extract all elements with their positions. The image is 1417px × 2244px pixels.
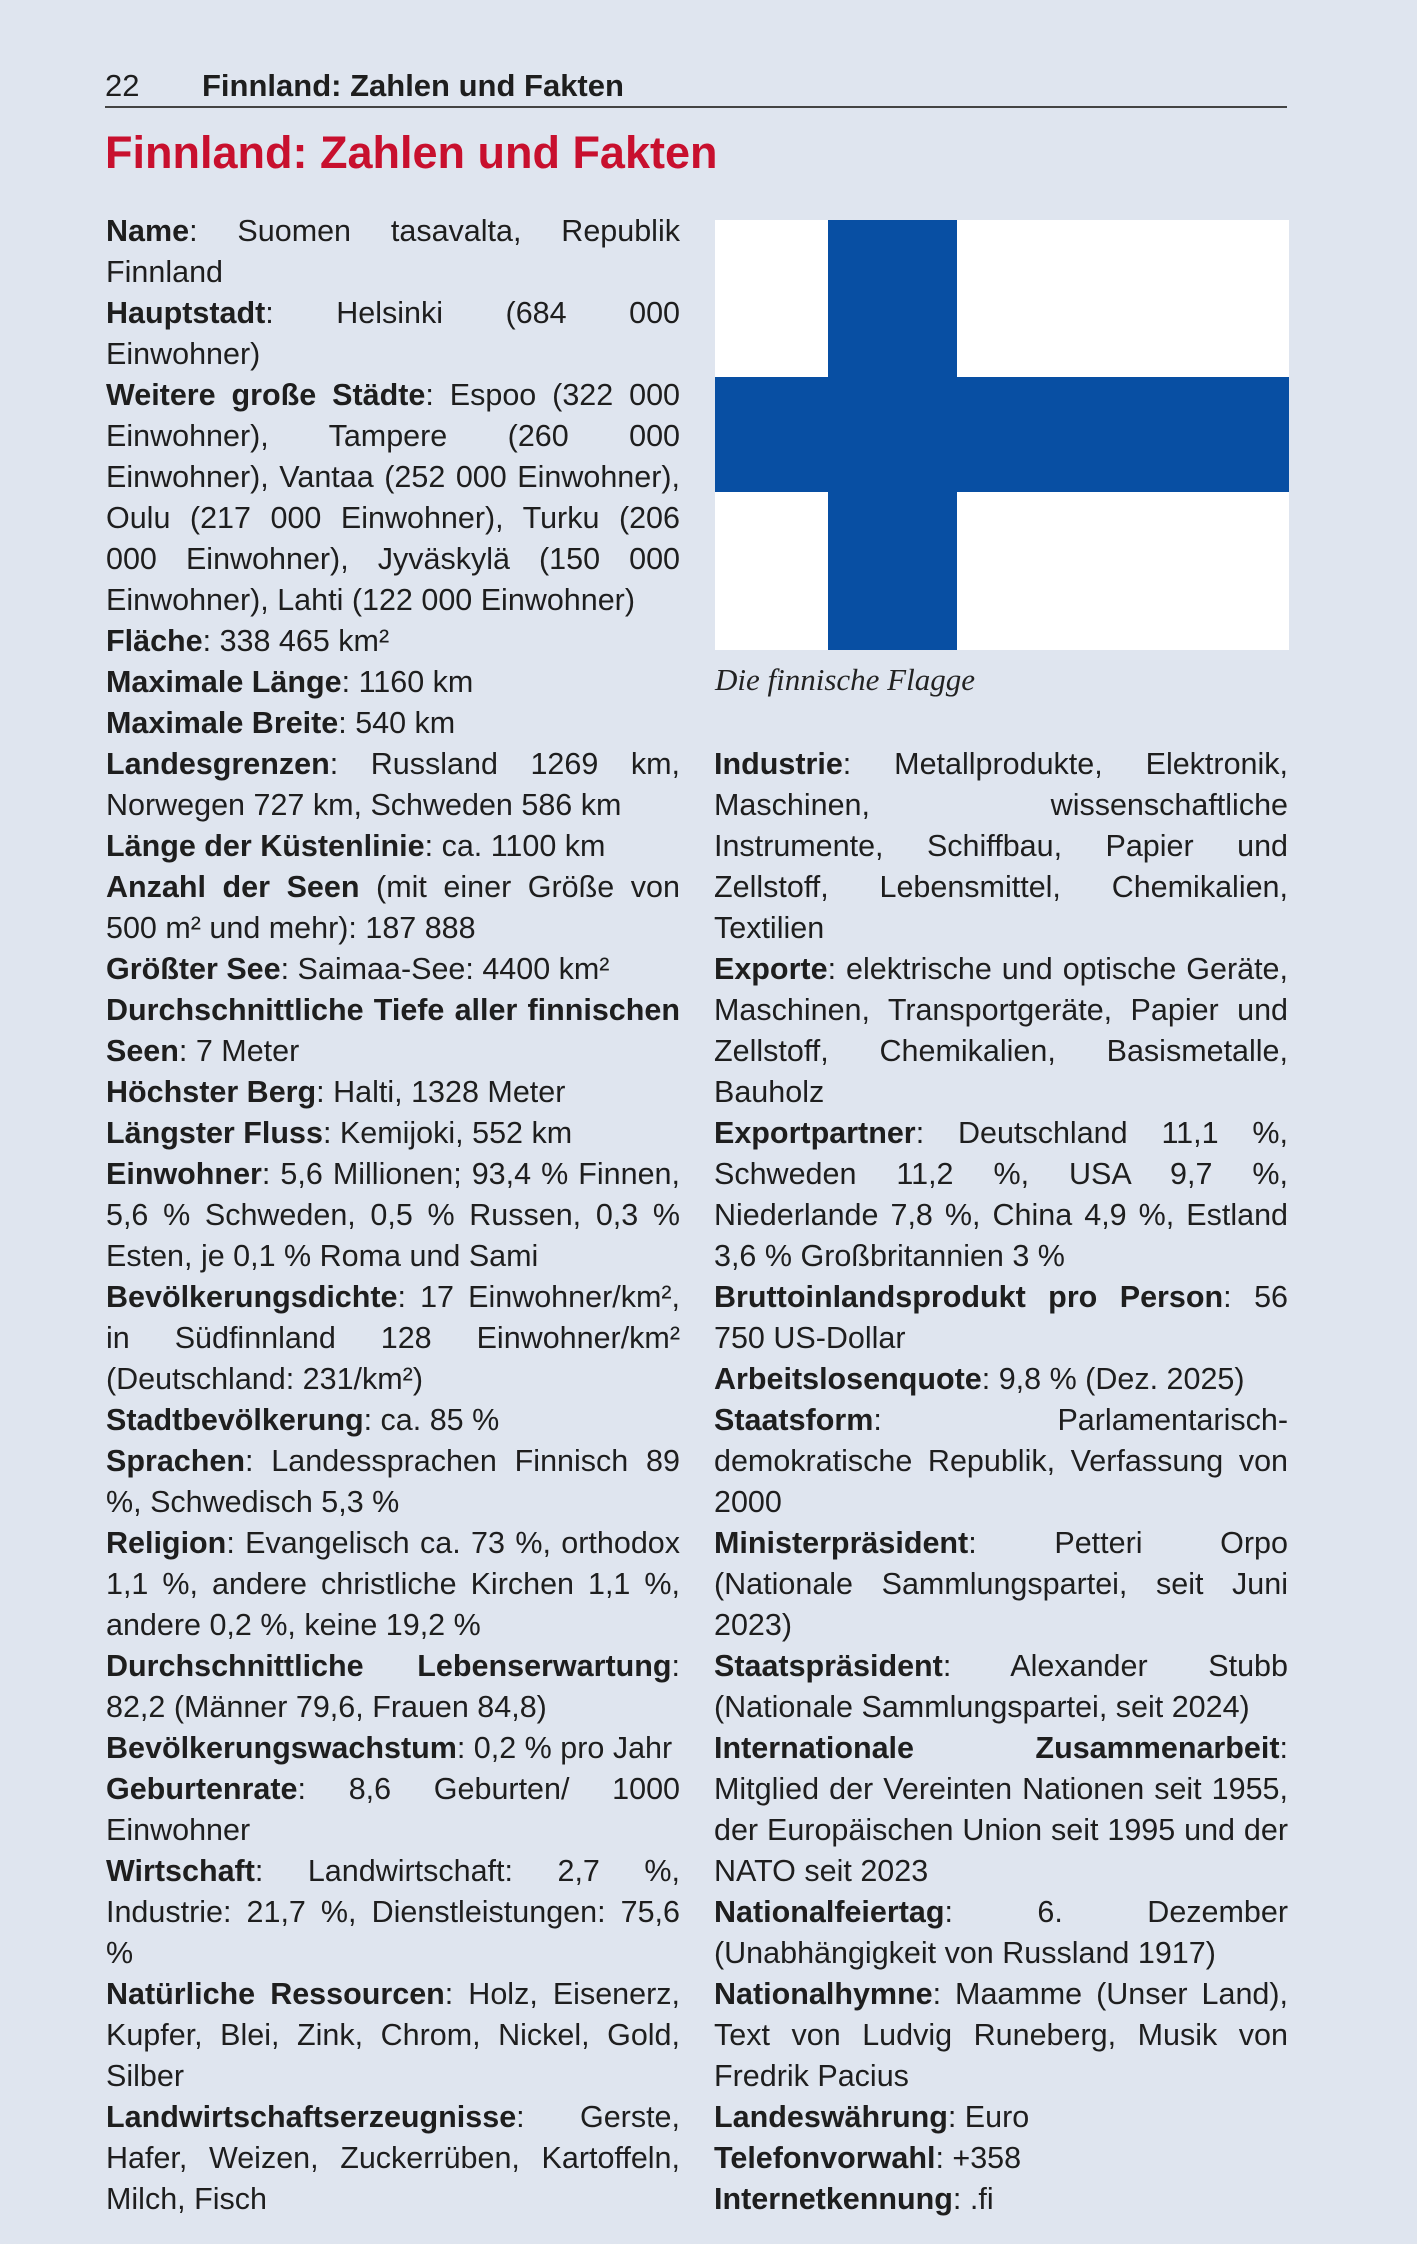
fact-entry xyxy=(106,1769,680,1851)
fact-label: Einwohner xyxy=(106,1157,262,1191)
fact-entry xyxy=(106,1728,680,1769)
fact-value: : Mitglied der Vereinten Nationen seit 1955, der Europäischen Union seit 1995 und der NATO seit 2023 xyxy=(714,1731,1288,1888)
fact-entry xyxy=(106,990,680,1072)
fact-value: : 17 Einwohner/km², in Südfinnland 128 Einwohner/km² (Deutschland: 231/km²) xyxy=(106,1280,680,1396)
fact-label: Nationalfeiertag xyxy=(714,1895,945,1929)
fact-label: Maximale Breite xyxy=(106,706,339,740)
fact-value: : Evangelisch ca. 73 %, orthodox 1,1 %, andere christliche Kirchen 1,1 %, andere 0,2 %, keine 19,2 % xyxy=(106,1526,680,1642)
fact-label: Bevölkerungswachstum xyxy=(106,1731,457,1765)
fact-entry xyxy=(106,1113,680,1154)
fact-entry xyxy=(106,1277,680,1400)
fact-value: : 6. Dezember (Unabhängigkeit von Russland 1917) xyxy=(714,1895,1288,1970)
fact-label: Länge der Küstenlinie xyxy=(106,829,425,863)
fact-label: Weitere große Städte xyxy=(106,378,426,412)
fact-entry xyxy=(106,1072,680,1113)
fact-value: : Alexander Stubb (Nationale Sammlungspartei, seit 2024) xyxy=(714,1649,1288,1724)
fact-entry xyxy=(106,744,680,826)
fact-entry xyxy=(106,826,680,867)
fact-label: Landwirtschaftserzeugnisse xyxy=(106,2100,517,2134)
fact-entry xyxy=(106,375,680,621)
fact-entry xyxy=(714,1892,1288,1974)
fact-value: : 82,2 (Männer 79,6, Frauen 84,8) xyxy=(106,1649,680,1724)
fact-entry xyxy=(106,1400,680,1441)
flag-caption: Die finnische Flagge xyxy=(715,662,975,697)
fact-label: Industrie xyxy=(714,747,843,781)
fact-label: Höchster Berg xyxy=(106,1075,317,1109)
fact-entry xyxy=(106,211,680,293)
fact-value: : Russland 1269 km, Norwegen 727 km, Schweden 586 km xyxy=(106,747,680,822)
fact-value: : Helsinki (684 000 Einwohner) xyxy=(106,296,680,371)
fact-label: Größter See xyxy=(106,952,281,986)
page-number: 22 xyxy=(105,68,140,103)
fact-value: : Maamme (Unser Land), Text von Ludvig Runeberg, Musik von Fredrik Pacius xyxy=(714,1977,1288,2093)
fact-value: : 338 465 km² xyxy=(202,624,390,658)
fact-label: Wirtschaft xyxy=(106,1854,255,1888)
fact-value: : ca. 85 % xyxy=(363,1403,500,1437)
fact-value: : +358 xyxy=(935,2141,1022,2175)
fact-entry xyxy=(106,293,680,375)
fact-value: : 8,6 Geburten/ 1000 Einwohner xyxy=(106,1772,680,1847)
fact-value: : 540 km xyxy=(338,706,456,740)
fact-label: Exportpartner xyxy=(714,1116,916,1150)
fact-value: : Kemijoki, 552 km xyxy=(322,1116,573,1150)
fact-entry xyxy=(106,703,680,744)
fact-value: : Metallprodukte, Elektronik, Maschinen, wissenschaftliche Instrumente, Schiffbau, Papier und Zellstoff, Lebensmittel, Chemikalien, Textilien xyxy=(714,747,1288,945)
fact-label: Fläche xyxy=(106,624,203,658)
fact-entry xyxy=(106,621,680,662)
facts-right-column xyxy=(714,744,1288,2220)
fact-label: Name xyxy=(106,214,190,248)
fact-entry xyxy=(714,1113,1288,1277)
fact-entry xyxy=(714,2179,1288,2220)
fact-label: Exporte xyxy=(714,952,828,986)
fact-value: : 56 750 US-Dollar xyxy=(714,1280,1288,1355)
fact-entry xyxy=(106,1851,680,1974)
fact-label: Arbeitslosenquote xyxy=(714,1362,982,1396)
fact-label: Maximale Länge xyxy=(106,665,342,699)
fact-label: Anzahl der Seen xyxy=(106,870,360,904)
fact-value: : elektrische und optische Geräte, Maschinen, Transportgeräte, Papier und Zellstoff, Chemikalien, Basismetalle, Bauholz xyxy=(714,952,1288,1109)
fact-value: : 9,8 % (Dez. 2025) xyxy=(981,1362,1245,1396)
facts-left-column xyxy=(106,211,680,2220)
fact-label: Telefonvorwahl xyxy=(714,2141,936,2175)
fact-label: Längster Fluss xyxy=(106,1116,323,1150)
fact-entry xyxy=(106,2097,680,2220)
fact-entry xyxy=(106,1154,680,1277)
fact-value: : Suomen tasavalta, Republik Finnland xyxy=(106,214,680,289)
fact-entry xyxy=(714,1523,1288,1646)
fact-label: Staatspräsident xyxy=(714,1649,943,1683)
fact-value: (mit einer Größe von 500 m² und mehr): 187 888 xyxy=(106,870,680,945)
fact-label: Nationalhymne xyxy=(714,1977,933,2011)
fact-label: Sprachen xyxy=(106,1444,245,1478)
fact-value: : 7 Meter xyxy=(178,1034,300,1068)
fact-label: Landeswährung xyxy=(714,2100,948,2134)
fact-entry xyxy=(106,949,680,990)
fact-label: Ministerpräsident xyxy=(714,1526,969,1560)
fact-entry xyxy=(106,867,680,949)
fact-entry xyxy=(714,949,1288,1113)
fact-entry xyxy=(714,1646,1288,1728)
fact-value: : Holz, Eisenerz, Kupfer, Blei, Zink, Chrom, Nickel, Gold, Silber xyxy=(106,1977,680,2093)
fact-label: Geburtenrate xyxy=(106,1772,298,1806)
page-title: Finnland: Zahlen und Fakten xyxy=(105,127,718,178)
fact-entry xyxy=(714,1728,1288,1892)
fact-value: : .fi xyxy=(952,2182,994,2216)
fact-value: : ca. 1100 km xyxy=(424,829,606,863)
fact-value: : Halti, 1328 Meter xyxy=(316,1075,566,1109)
fact-entry xyxy=(714,1400,1288,1523)
fact-label: Durchschnittliche Lebenserwartung xyxy=(106,1649,672,1683)
fact-value: : 1160 km xyxy=(341,665,474,699)
fact-entry xyxy=(106,1974,680,2097)
fact-value: : Espoo (322 000 Einwohner), Tampere (260 000 Einwohner), Vantaa (252 000 Einwohner), Oulu (217 000 Einwohner), Turku (206 000 Einwohner), Jyväskylä (150 000 Einwohner), Lahti (122 000 Einwohner) xyxy=(106,378,681,617)
fact-label: Internetkennung xyxy=(714,2182,953,2216)
flag-cross-horizontal xyxy=(715,377,1289,492)
fact-value: : Gerste, Hafer, Weizen, Zuckerrüben, Kartoffeln, Milch, Fisch xyxy=(106,2100,680,2216)
fact-value: : 5,6 Millionen; 93,4 % Finnen, 5,6 % Schweden, 0,5 % Russen, 0,3 % Esten, je 0,1 % Roma und Sami xyxy=(106,1157,680,1273)
fact-entry xyxy=(714,2138,1288,2179)
fact-value: : Deutschland 11,1 %, Schweden 11,2 %, USA 9,7 %, Niederlande 7,8 %, China 4,9 %, Estland 3,6 % Großbritannien 3 % xyxy=(714,1116,1288,1273)
fact-label: Internationale Zusammenarbeit xyxy=(714,1731,1280,1765)
fact-label: Staatsform xyxy=(714,1403,874,1437)
running-title: Finnland: Zahlen und Fakten xyxy=(202,68,624,103)
running-header xyxy=(105,66,1287,108)
fact-value: : Saimaa-See: 4400 km² xyxy=(280,952,610,986)
fact-entry xyxy=(714,1974,1288,2097)
fact-label: Hauptstadt xyxy=(106,296,266,330)
fact-label: Durchschnittliche Tiefe aller finnischen Seen xyxy=(106,993,680,1068)
fact-entry xyxy=(106,1441,680,1523)
fact-value: : Landwirtschaft: 2,7 %, Industrie: 21,7 %, Dienstleistungen: 75,6 % xyxy=(106,1854,680,1970)
fact-entry xyxy=(106,1646,680,1728)
fact-label: Stadtbevölkerung xyxy=(106,1403,364,1437)
fact-value: : Euro xyxy=(947,2100,1030,2134)
fact-label: Bevölkerungsdichte xyxy=(106,1280,398,1314)
fact-entry xyxy=(714,744,1288,949)
fact-label: Natürliche Ressourcen xyxy=(106,1977,445,2011)
fact-label: Religion xyxy=(106,1526,227,1560)
fact-entry xyxy=(106,662,680,703)
fact-entry xyxy=(106,1523,680,1646)
fact-value: : Petteri Orpo (Nationale Sammlungspartei, seit Juni 2023) xyxy=(714,1526,1288,1642)
fact-value: : Parlamentarisch-demokratische Republik, Verfassung von 2000 xyxy=(714,1403,1288,1519)
fact-entry xyxy=(714,1277,1288,1359)
finnish-flag-image xyxy=(715,220,1289,650)
fact-label: Landesgrenzen xyxy=(106,747,330,781)
fact-entry xyxy=(714,2097,1288,2138)
fact-value: : 0,2 % pro Jahr xyxy=(456,1731,673,1765)
fact-value: : Landessprachen Finnisch 89 %, Schwedisch 5,3 % xyxy=(106,1444,680,1519)
fact-entry xyxy=(714,1359,1288,1400)
fact-label: Bruttoinlandsprodukt pro Person xyxy=(714,1280,1224,1314)
